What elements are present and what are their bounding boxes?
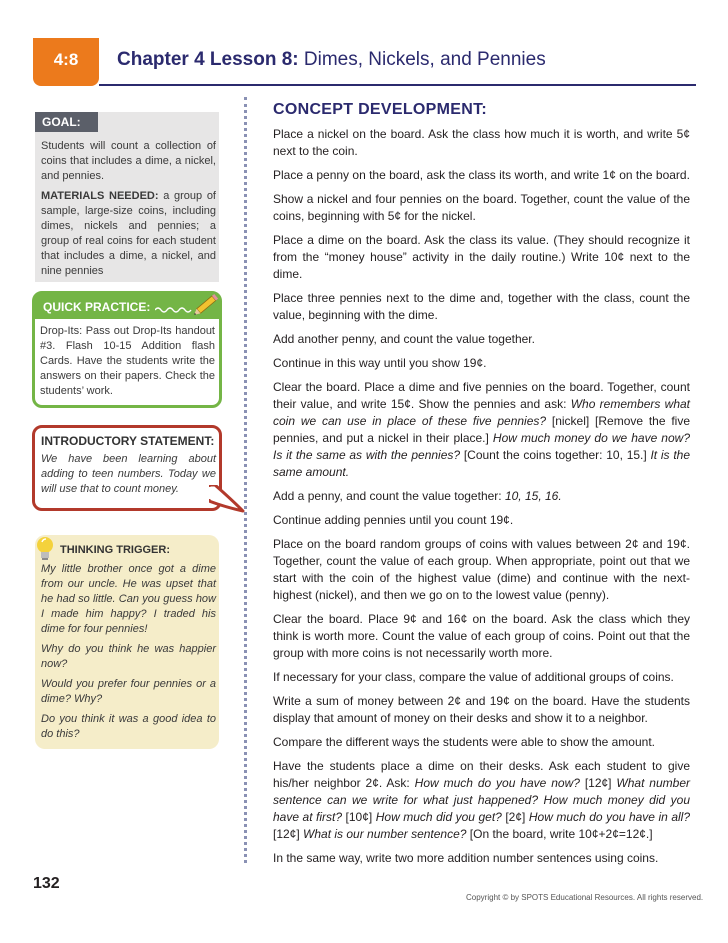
question-text: 10, 15, 16. — [504, 489, 562, 503]
concept-paragraph: Show a nickel and four pennies on the board. Together, count the value of the coins, beginning with 5¢ for the nickel. — [273, 192, 690, 223]
concept-paragraph: Continue adding pennies until you count 19¢. — [273, 513, 514, 527]
text-run: [On the board, write 10¢+2¢=12¢.] — [466, 827, 653, 841]
thinking-trigger-paragraph: My little brother once got a dime from our uncle. He was upset that he had so little. Can you guess how I made him happy? I traded his dime for four pennies! — [41, 563, 216, 635]
thinking-trigger-label: THINKING TRIGGER: — [60, 544, 170, 556]
copyright-notice: Copyright © by SPOTS Educational Resources. All rights reserved. — [466, 893, 704, 902]
text-run: [12¢] — [273, 827, 304, 841]
text-run: [2¢] — [501, 810, 529, 824]
goal-label: GOAL: — [35, 112, 98, 132]
text-run: [12¢] — [579, 776, 617, 790]
materials-text: a group of sample, large-size coins, including dimes, nickels and pennies; a group of real coins for each student that includes a dime, a nickel, and nine pennies — [41, 190, 216, 277]
goal-text — [41, 139, 216, 284]
concept-paragraph — [273, 379, 690, 481]
concept-paragraph: Place a penny on the board, ask the class its worth, and write 1¢ on the board. — [273, 168, 690, 182]
pencil-icon — [192, 290, 222, 318]
header-rule — [99, 84, 696, 86]
page-header — [0, 38, 728, 86]
text-run: Clear the board. Place a dime and five pennies on the board. Together, count their value, and write 15¢. Show the pennies and ask: — [273, 380, 690, 411]
text-run: Have the students place a dime on their desks. Ask each student to give his/her neighbor 2¢. Ask: — [273, 759, 690, 790]
squiggle-icon — [155, 304, 195, 314]
concept-paragraph: In the same way, write two more addition number sentences using coins. — [273, 851, 659, 865]
concept-paragraph: If necessary for your class, compare the value of additional groups of coins. — [273, 670, 674, 684]
question-text: How much do you have in all? — [528, 810, 690, 824]
concept-paragraph — [273, 758, 690, 843]
concept-paragraph: Write a sum of money between 2¢ and 19¢ on the board. Have the students display that amount of money on their desks and show it to a neighbor. — [273, 694, 690, 725]
concept-paragraph: Place on the board random groups of coins with values between 2¢ and 19¢. Together, count the value of each group. When appropriate, point out that we start with the coin of the highest value (dime) and continue with the next-highest (nickel), and then we go on to the lowest value (penny). — [273, 537, 690, 602]
materials-label: MATERIALS NEEDED: — [41, 190, 159, 202]
concept-paragraph: Place a dime on the board. Ask the class its value. (They should recognize it from the “money house” activity in the daily routine.) Write 10¢ next to the dime. — [273, 233, 690, 281]
concept-paragraph: Place three pennies next to the dime and, together with the class, count the value, beginning with the dime. — [273, 291, 690, 322]
concept-paragraph: Place a nickel on the board. Ask the class how much it is worth, and write 5¢ next to the coin. — [273, 127, 690, 158]
introductory-text: We have been learning about adding to teen numbers. Today we will use that to count money. — [41, 453, 216, 495]
concept-paragraph: Add another penny, and count the value together. — [273, 332, 535, 346]
thinking-trigger-text — [41, 562, 216, 747]
quick-practice-text: Drop-Its: Pass out Drop-Its handout #3. Flash 10-15 Addition flash Cards. Have the students write the answers on their papers. Check the students’ work. — [40, 325, 215, 397]
light-bulb-icon — [34, 535, 56, 563]
concept-development-text — [273, 126, 690, 874]
concept-paragraph: Compare the different ways the students were able to show the amount. — [273, 735, 655, 749]
thinking-trigger-paragraph: Do you think it was a good idea to do this? — [41, 713, 216, 740]
materials — [41, 189, 216, 279]
question-text: What is our number sentence? — [303, 827, 467, 841]
quick-practice-label: QUICK PRACTICE: — [43, 300, 151, 314]
chapter-title — [117, 49, 546, 71]
introductory-label: INTRODUCTORY STATEMENT: — [41, 434, 215, 448]
question-text: Who remembers what coin we can use in place of these five pennies? — [273, 397, 690, 428]
chapter-label: Chapter 4 Lesson 8: — [117, 49, 299, 70]
text-run: [10¢] — [342, 810, 376, 824]
question-text: How much do you have now? — [414, 776, 580, 790]
column-divider — [244, 97, 247, 863]
concept-paragraph: Continue in this way until you show 19¢. — [273, 356, 487, 370]
question-text: How much did you get? — [375, 810, 502, 824]
thinking-trigger-paragraph: Why do you think he was happier now? — [41, 643, 216, 670]
lesson-title: Dimes, Nickels, and Pennies — [303, 49, 546, 70]
concept-development-title: CONCEPT DEVELOPMENT: — [273, 101, 488, 118]
question-text: It is the same amount. — [273, 448, 690, 479]
text-run: Add a penny, and count the value together: — [273, 489, 505, 503]
lesson-number: 4:8 — [53, 50, 79, 69]
question-text: What number sentence can we write for what just happened? How much money did you have at first? — [273, 776, 690, 824]
page-number: 132 — [33, 875, 60, 892]
text-run: [Count the coins together: 10, 15.] — [460, 448, 651, 462]
concept-paragraph: Clear the board. Place 9¢ and 16¢ on the board. Ask the class which they think is worth more. Count the value of each group of coins. Point out that the group with more coins is not necessarily worth more. — [273, 612, 690, 660]
goal-description: Students will count a collection of coins that includes a dime, a nickel, and pennies. — [41, 140, 216, 182]
text-run: [nickel] [Remove the five pennies, and put a nickel in their place.] — [273, 414, 690, 445]
question-text: How much money do we have now? Is it the same as with the pennies? — [273, 431, 690, 462]
concept-paragraph — [273, 488, 690, 505]
thinking-trigger-paragraph: Would you prefer four pennies or a dime? Why? — [41, 678, 216, 705]
